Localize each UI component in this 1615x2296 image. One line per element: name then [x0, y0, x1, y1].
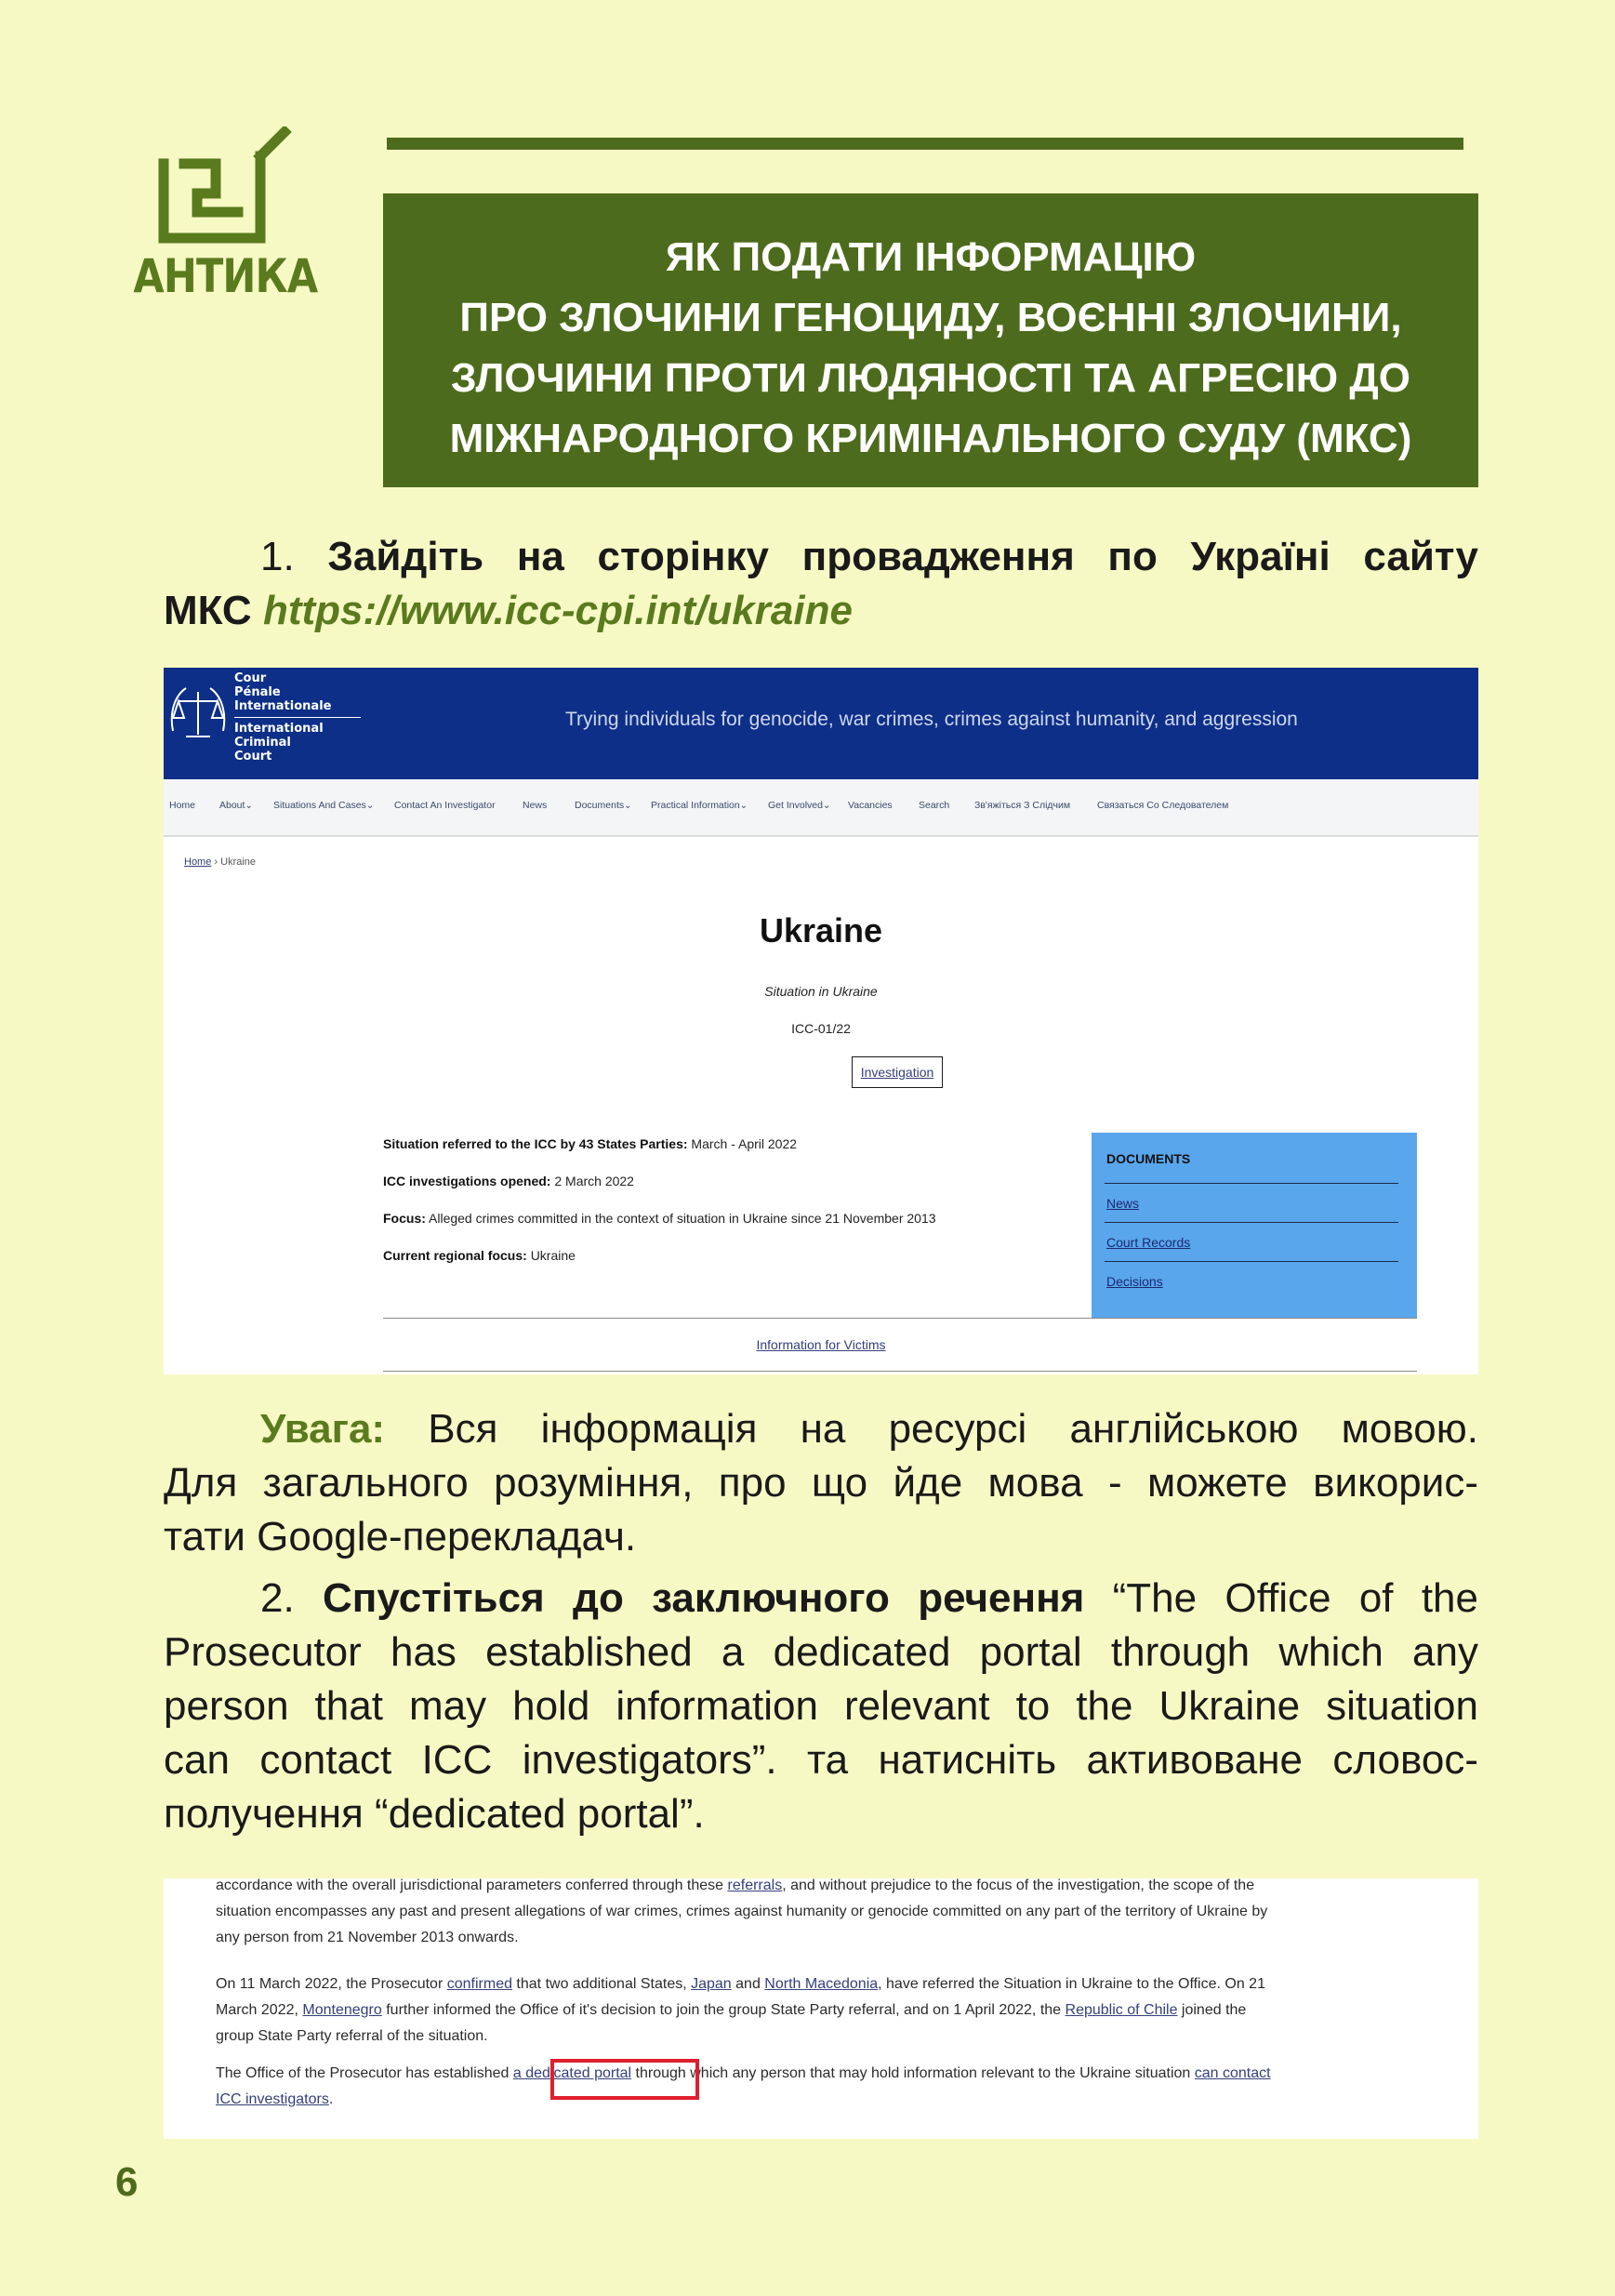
- icc-nav-bar: [164, 779, 1478, 837]
- breadcrumb-home[interactable]: Home: [184, 856, 212, 868]
- section-divider: [383, 1318, 1417, 1319]
- nav-home[interactable]: Home: [169, 800, 196, 811]
- nav-about[interactable]: [219, 800, 253, 811]
- nav-get-involved[interactable]: [768, 800, 830, 811]
- fact-value: Ukraine: [530, 1248, 576, 1263]
- nav-contact-uk[interactable]: Зв'яжіться З Слідчим: [974, 800, 1071, 811]
- contact-investigators-link[interactable]: ICC investigators: [216, 2091, 329, 2107]
- page-number: 6: [115, 2159, 139, 2205]
- nav-documents[interactable]: [575, 800, 632, 811]
- chevron-down-icon: ⌄: [365, 801, 375, 811]
- icc-name-line: Cour: [234, 671, 267, 685]
- title-line: ПРО ЗЛОЧИНИ ГЕНОЦИДУ, ВОЄННІ ЗЛОЧИНИ,: [459, 295, 1402, 340]
- icc-scales-emblem-icon: [165, 675, 231, 759]
- fact-row: [383, 1248, 1034, 1285]
- excerpt-text: , have referred the Situation in Ukraine to the Office. On 21: [878, 1976, 1265, 1992]
- excerpt-text: March 2022,: [216, 2002, 303, 2018]
- excerpt-text: group State Party referral of the situation.: [216, 2028, 488, 2044]
- note-text: Вся інформація на ресурсі англійською мовою.: [428, 1406, 1478, 1452]
- excerpt-text: , and without prejudice to the focus of the investigation, the scope of the: [782, 1878, 1255, 1893]
- step1-bold-text: МКС: [164, 588, 252, 633]
- documents-link-court-records[interactable]: Court Records: [1106, 1235, 1191, 1250]
- note-text: Для загального розуміння, про що йде мова - можете викорис-: [164, 1460, 1478, 1506]
- excerpt-text: any person from 21 November 2013 onwards.: [216, 1930, 519, 1945]
- icc-name-line: Court: [234, 750, 272, 763]
- documents-link-news[interactable]: News: [1106, 1196, 1140, 1211]
- step2-text: can contact ICC investigators”. та натисніть активоване словос-: [164, 1737, 1478, 1783]
- dedicated-portal-link[interactable]: a dedicated portal: [512, 2065, 632, 2081]
- excerpt-text: that two additional States,: [511, 1976, 692, 1992]
- fact-label: ICC investigations opened:: [383, 1174, 551, 1188]
- nav-contact-ru[interactable]: Связаться Со Следователем: [1097, 800, 1229, 811]
- nav-label: Situations And Cases: [273, 800, 366, 811]
- fact-row: [383, 1211, 1034, 1248]
- case-number: ICC-01/22: [791, 1021, 851, 1036]
- title-banner: [383, 193, 1478, 487]
- north-macedonia-link[interactable]: North Macedonia: [764, 1976, 879, 1992]
- excerpt-text: accordance with the overall jurisdictional parameters conferred through these: [216, 1878, 728, 1893]
- situation-subtitle: Situation in Ukraine: [764, 984, 878, 999]
- note-label: Увага:: [260, 1406, 386, 1452]
- nav-situations[interactable]: [273, 800, 374, 811]
- note-text: тати Google-перекладач.: [164, 1514, 637, 1559]
- note-paragraph: [164, 1402, 1478, 1564]
- nav-label: Practical Information: [651, 800, 740, 811]
- breadcrumb-current: Ukraine: [220, 856, 257, 868]
- icc-excerpt-screenshot: [164, 1878, 1478, 2139]
- fact-label: Situation referred to the ICC by 43 States Parties:: [383, 1136, 688, 1151]
- title-line: ЗЛОЧИНИ ПРОТИ ЛЮДЯНОСТІ ТА АГРЕСІЮ ДО: [451, 355, 1410, 401]
- contact-investigators-link[interactable]: can contact: [1194, 2065, 1271, 2081]
- investigation-button[interactable]: Investigation: [852, 1056, 943, 1088]
- icc-page-screenshot: [164, 668, 1478, 1374]
- section-divider: [383, 1371, 1417, 1372]
- excerpt-text: situation encompasses any past and present allegations of war crimes, crimes against humanity or genocide committed on any part of the territory of Ukraine by: [216, 1904, 1268, 1919]
- nav-practical-info[interactable]: [651, 800, 748, 811]
- nav-label: Documents: [575, 800, 625, 811]
- step1-paragraph: [164, 530, 1478, 638]
- nav-contact-investigator[interactable]: Contact An Investigator: [394, 800, 496, 811]
- situation-facts: [383, 1136, 1034, 1285]
- page-title: Ukraine: [759, 911, 883, 949]
- fact-value: Alleged crimes committed in the context of situation in Ukraine since 21 November 2013: [429, 1211, 936, 1226]
- nav-news[interactable]: News: [523, 800, 548, 811]
- step2-bold-text: Спустіться до заключного речення: [323, 1575, 1085, 1621]
- antika-logo-mark: [119, 126, 324, 247]
- excerpt-text: On 11 March 2022, the Prosecutor: [216, 1976, 447, 1992]
- step2-number: 2.: [260, 1575, 295, 1621]
- confirmed-link[interactable]: confirmed: [446, 1976, 512, 1992]
- icc-name-line: Criminal: [234, 736, 291, 750]
- excerpt-text: further informed the Office of it's decision to join the group State Party referral, and on 1 April 2022, the: [381, 2002, 1066, 2018]
- nav-label: Get Involved: [768, 800, 823, 811]
- step2-text: получення “dedicated portal”.: [164, 1791, 705, 1837]
- excerpt-text: through which any person that may hold information relevant to the Ukraine situation: [631, 2065, 1195, 2081]
- documents-divider: [1105, 1261, 1398, 1262]
- fact-value: March - April 2022: [691, 1136, 798, 1151]
- excerpt-paragraph: [216, 1878, 1443, 1951]
- icc-ukraine-link[interactable]: https://www.icc-cpi.int/ukraine: [262, 588, 853, 633]
- fact-value: 2 March 2022: [554, 1174, 634, 1188]
- nav-label: About: [219, 800, 245, 811]
- antika-logo-text: АНТИКА: [133, 249, 318, 303]
- chevron-down-icon: ⌄: [822, 801, 831, 811]
- dedicated-portal-highlight: [550, 2059, 699, 2100]
- icc-tagline: Trying individuals for genocide, war crimes, crimes against humanity, and aggression: [565, 709, 1298, 730]
- fact-row: [383, 1136, 1034, 1174]
- victims-info-link[interactable]: Information for Victims: [756, 1337, 886, 1352]
- fact-row: [383, 1174, 1034, 1211]
- step1-number: 1.: [260, 534, 295, 579]
- title-line: ЯК ПОДАТИ ІНФОРМАЦІЮ: [665, 234, 1197, 280]
- excerpt-text: joined the: [1177, 2002, 1247, 2018]
- fact-label: Focus:: [383, 1211, 426, 1226]
- icc-name-line: International: [234, 722, 324, 736]
- icc-name-line: Pénale: [234, 685, 281, 699]
- icc-banner: [164, 668, 1478, 779]
- antika-logo: [119, 126, 324, 312]
- nav-search[interactable]: Search: [919, 800, 950, 811]
- icc-name-divider: [234, 717, 361, 718]
- excerpt-text: .: [328, 2091, 334, 2107]
- excerpt-paragraph: [216, 2061, 1443, 2113]
- documents-panel: [1092, 1133, 1417, 1319]
- excerpt-text: The Office of the Prosecutor has established: [216, 2065, 513, 2081]
- nav-vacancies[interactable]: Vacancies: [848, 800, 893, 811]
- referrals-link[interactable]: referrals: [727, 1878, 783, 1893]
- step2-text: person that may hold information relevant to the Ukraine situation: [164, 1683, 1478, 1729]
- step2-text: Prosecutor has established a dedicated portal through which any: [164, 1629, 1478, 1675]
- fact-label: Current regional focus:: [383, 1248, 527, 1263]
- step2-paragraph: [164, 1572, 1478, 1841]
- chevron-down-icon: ⌄: [739, 801, 748, 811]
- step2-text: “The Office of the: [1112, 1575, 1478, 1621]
- chevron-down-icon: ⌄: [245, 801, 253, 811]
- documents-divider: [1105, 1183, 1398, 1184]
- republic-of-chile-link[interactable]: Republic of Chile: [1065, 2002, 1178, 2018]
- icc-name-line: Internationale: [234, 699, 332, 713]
- header-rule: [387, 138, 1463, 150]
- documents-title: DOCUMENTS: [1106, 1151, 1191, 1166]
- icc-org-name: [234, 671, 361, 763]
- step1-bold-text: Зайдіть на сторінку провадження по Україні сайту: [327, 534, 1478, 579]
- documents-divider: [1105, 1222, 1398, 1223]
- excerpt-text: and: [731, 1976, 765, 1992]
- title-line: МІЖНАРОДНОГО КРИМІНАЛЬНОГО СУДУ (МКС): [449, 416, 1412, 461]
- breadcrumb-separator: ›: [214, 856, 218, 868]
- chevron-down-icon: ⌄: [624, 801, 632, 811]
- japan-link[interactable]: Japan: [691, 1976, 732, 1992]
- excerpt-paragraph: [216, 1971, 1443, 2050]
- documents-link-decisions[interactable]: Decisions: [1106, 1274, 1163, 1289]
- breadcrumb: [184, 856, 256, 868]
- montenegro-link[interactable]: Montenegro: [302, 2002, 382, 2018]
